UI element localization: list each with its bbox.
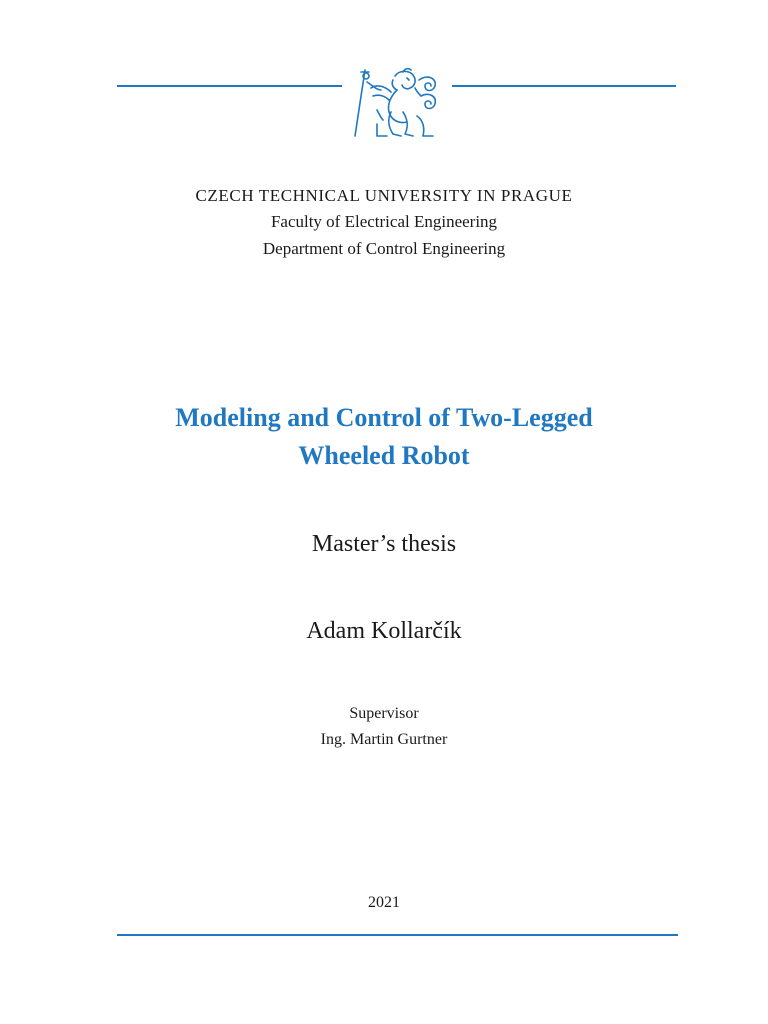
- year: 2021: [368, 894, 400, 911]
- faculty-name: Faculty of Electrical Engineering: [270, 212, 498, 231]
- thesis-title-line-1: Modeling and Control of Two-Legged: [175, 403, 593, 432]
- bottom-rule: [117, 934, 678, 936]
- ctu-lion-emblem-icon: [347, 66, 443, 140]
- supervisor-label: Supervisor: [349, 705, 419, 722]
- university-name: CZECH TECHNICAL UNIVERSITY IN PRAGUE: [195, 186, 573, 205]
- thesis-title-line-2: Wheeled Robot: [298, 441, 470, 470]
- top-rule-left: [117, 85, 342, 87]
- thesis-type: Master’s thesis: [311, 531, 457, 557]
- author-name: Adam Kollarčík: [306, 618, 462, 644]
- department-name: Department of Control Engineering: [262, 239, 506, 258]
- top-rule-right: [452, 85, 676, 87]
- supervisor-name: Ing. Martin Gurtner: [320, 731, 448, 748]
